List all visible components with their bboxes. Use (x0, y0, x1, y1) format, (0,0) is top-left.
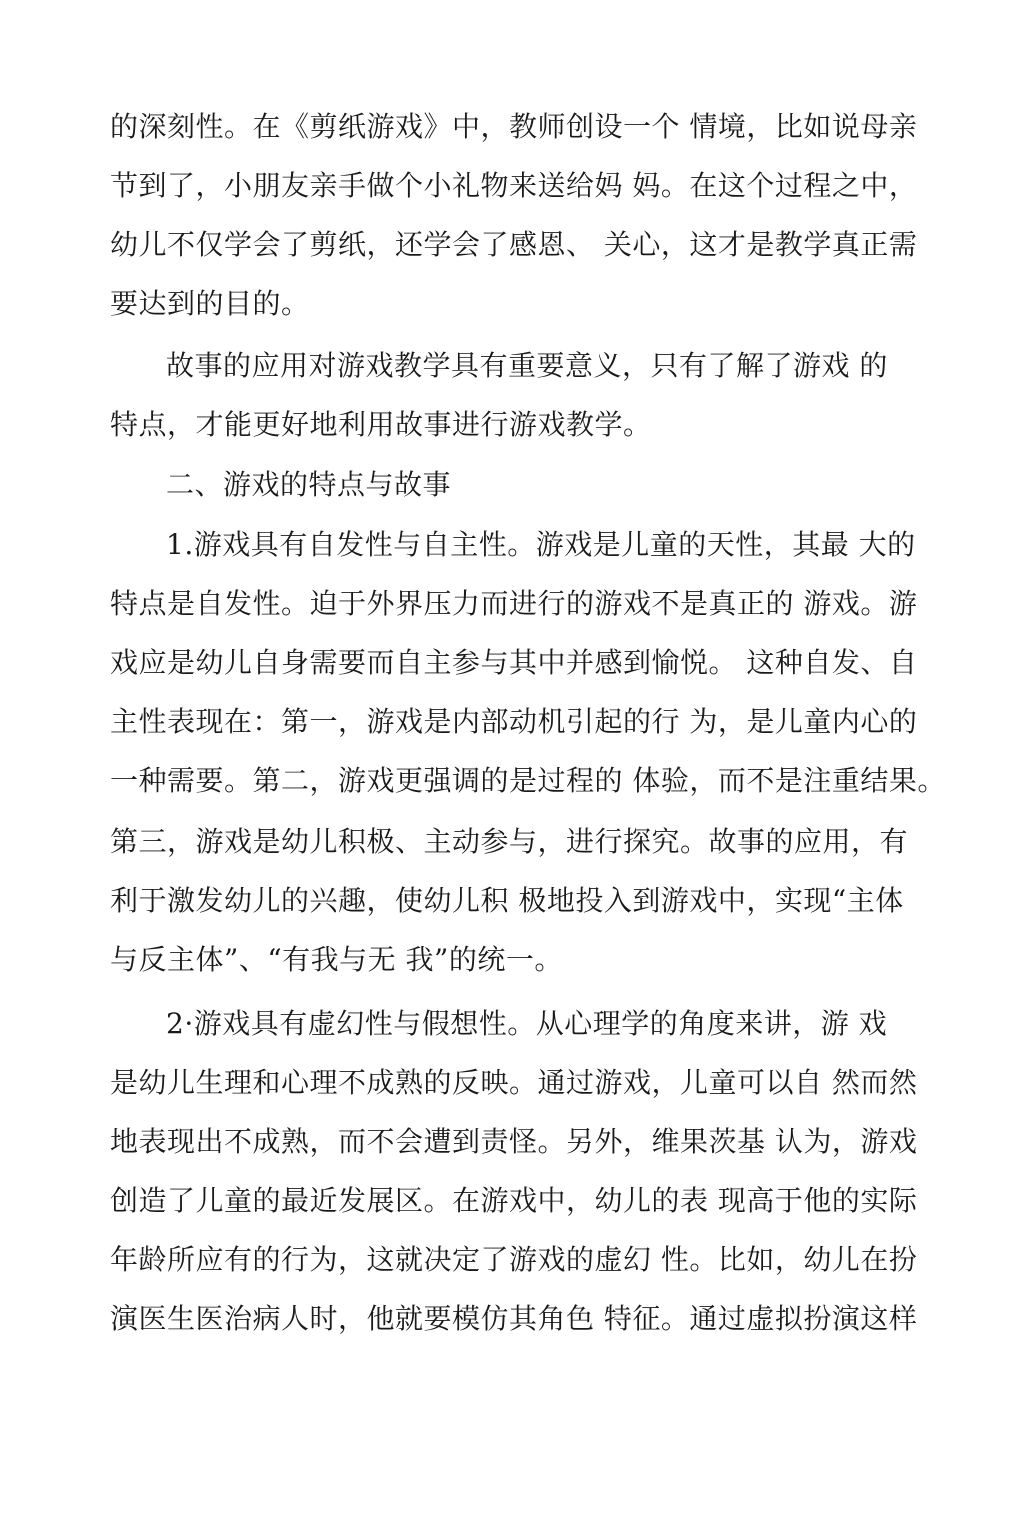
text-line: 地表现出不成熟，而不会遭到责怪。另外，维果茨基 认为，游戏 (110, 1125, 918, 1158)
text-line: 的深刻性。在《剪纸游戏》中，教师创设一个 情境，比如说母亲 (110, 110, 918, 143)
text-line: 戏应是幼儿自身需要而自主参与其中并感到愉悦。 这种自发、自 (110, 646, 918, 679)
text-line: 演医生医治病人时，他就要模仿其角色 特征。通过虚拟扮演这样 (110, 1302, 918, 1335)
text-line: 幼儿不仅学会了剪纸，还学会了感恩、 关心，这才是教学真正需 (110, 228, 918, 261)
section-heading: 二、游戏的特点与故事 (166, 468, 452, 501)
text-line: 要达到的目的。 (110, 287, 310, 320)
text-line: 主性表现在：第一，游戏是内部动机引起的行 为，是儿童内心的 (110, 705, 918, 738)
text-line: 一种需要。第二，游戏更强调的是过程的 体验，而不是注重结果。 (110, 764, 946, 797)
text-line: 年龄所应有的行为，这就决定了游戏的虚幻 性。比如，幼儿在扮 (110, 1243, 918, 1276)
text-line: 创造了儿童的最近发展区。在游戏中，幼儿的表 现高于他的实际 (110, 1184, 918, 1217)
text-line: 2·游戏具有虚幻性与假想性。从心理学的角度来讲，游 戏 (166, 1007, 888, 1040)
text-line: 利于激发幼儿的兴趣，使幼儿积 极地投入到游戏中，实现“主体 (110, 884, 904, 917)
text-line: 第三，游戏是幼儿积极、主动参与，进行探究。故事的应用，有 (110, 825, 909, 858)
text-line: 特点是自发性。迫于外界压力而进行的游戏不是真正的 游戏。游 (110, 587, 918, 620)
text-line: 1.游戏具有自发性与自主性。游戏是儿童的天性，其最 大的 (166, 528, 916, 561)
text-line: 是幼儿生理和心理不成熟的反映。通过游戏，儿童可以自 然而然 (110, 1066, 918, 1099)
text-line: 故事的应用对游戏教学具有重要意义，只有了解了游戏 的 (166, 349, 888, 382)
text-line: 特点，才能更好地利用故事进行游戏教学。 (110, 408, 652, 441)
text-line: 与反主体”、“有我与无 我”的统一。 (110, 943, 563, 976)
text-line: 节到了，小朋友亲手做个小礼物来送给妈 妈。在这个过程之中， (110, 169, 918, 202)
